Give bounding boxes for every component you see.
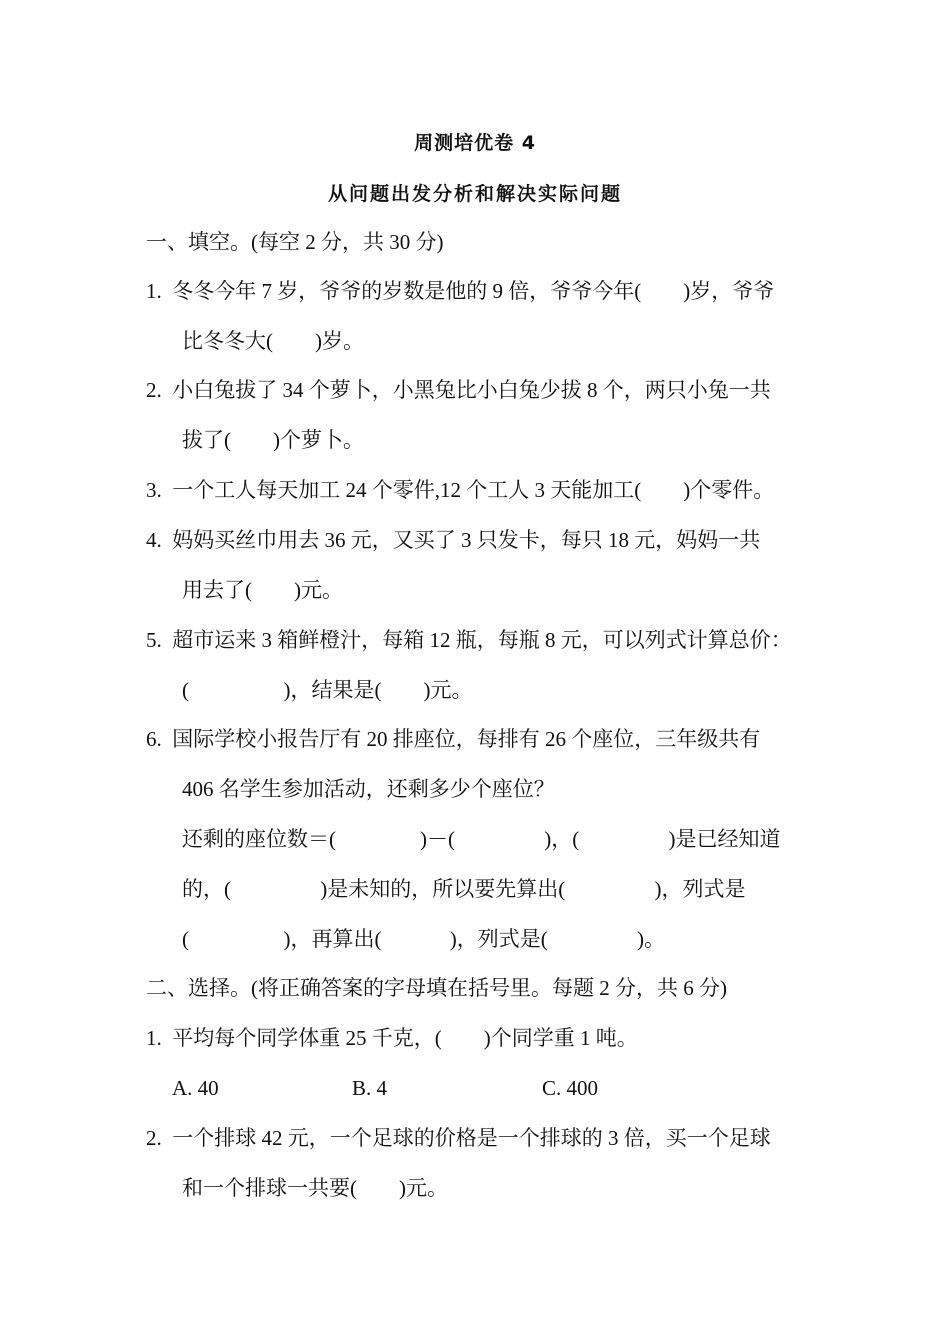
question-6-line-4: 的，( )是未知的，所以要先算出( )，列式是 [182, 877, 746, 901]
question-2-line-2: 拔了( )个萝卜。 [182, 428, 364, 452]
section2-heading: 二、选择。(将正确答案的字母填在括号里。每题 2 分，共 6 分) [146, 976, 727, 1000]
question-4-line-1: 4. 妈妈买丝巾用去 36 元，又买了 3 只发卡，每只 18 元，妈妈一共 [146, 528, 761, 552]
question-5-line-1: 5. 超市运来 3 箱鲜橙汁，每箱 12 瓶，每瓶 8 元，可以列式计算总价： [146, 628, 792, 652]
question-1-line-1: 1. 冬冬今年 7 岁，爷爷的岁数是他的 9 倍，爷爷今年( )岁，爷爷 [146, 279, 775, 303]
question-2-line-1: 2. 小白兔拔了 34 个萝卜，小黑兔比小白兔少拔 8 个，两只小兔一共 [146, 378, 771, 402]
option-b: B. 4 [352, 1076, 388, 1100]
question-6-line-5: ( )，再算出( )，列式是( )。 [182, 927, 665, 951]
section1-heading: 一、填空。(每空 2 分，共 30 分) [146, 230, 444, 254]
question-5-line-2: ( )，结果是( )元。 [182, 678, 473, 702]
question-1-line-2: 比冬冬大( )岁。 [182, 329, 364, 353]
choice-question-2-line-2: 和一个排球一共要( )元。 [182, 1176, 448, 1200]
option-c: C. 400 [542, 1076, 599, 1100]
question-6-line-2: 406 名学生参加活动，还剩多少个座位？ [182, 777, 555, 801]
question-6-line-1: 6. 国际学校小报告厅有 20 排座位，每排有 26 个座位，三年级共有 [146, 727, 761, 751]
choice-question-1: 1. 平均每个同学体重 25 千克，( )个同学重 1 吨。 [146, 1026, 638, 1050]
option-a: A. 40 [172, 1076, 219, 1100]
page-title: 周测培优卷 4 [414, 132, 536, 154]
question-6-line-3: 还剩的座位数＝( )－( )，( )是已经知道 [182, 827, 781, 851]
question-3-line-1: 3. 一个工人每天加工 24 个零件,12 个工人 3 天能加工( )个零件。 [146, 478, 775, 502]
question-4-line-2: 用去了( )元。 [182, 578, 343, 602]
page-subtitle: 从问题出发分析和解决实际问题 [327, 183, 622, 205]
choice-question-2-line-1: 2. 一个排球 42 元，一个足球的价格是一个排球的 3 倍，买一个足球 [146, 1126, 771, 1150]
